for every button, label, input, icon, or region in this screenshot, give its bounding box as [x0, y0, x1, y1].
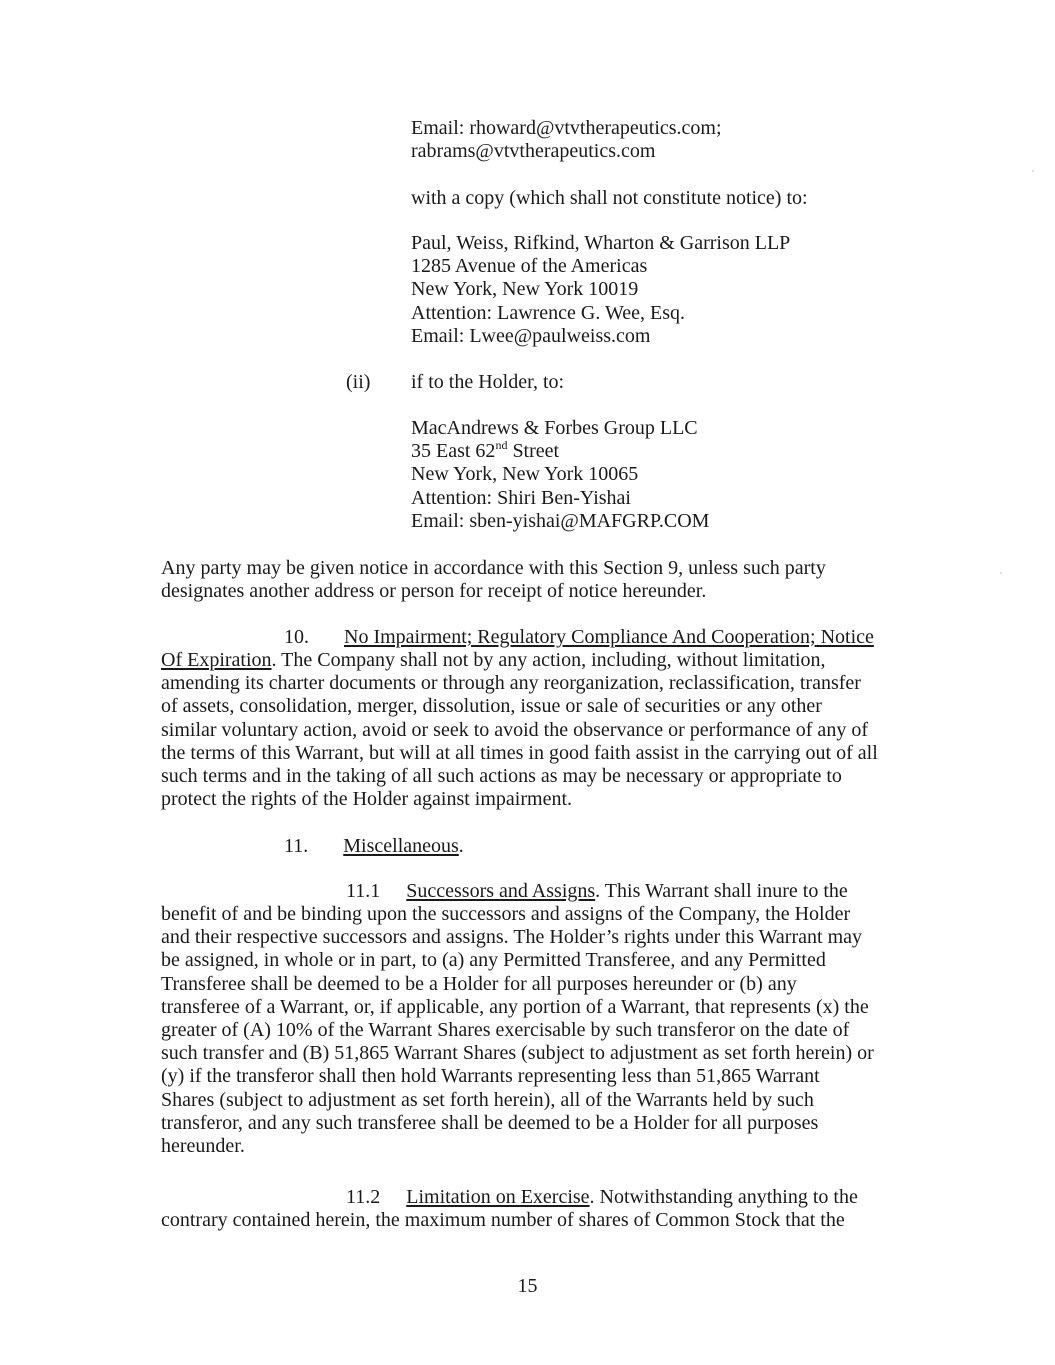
section-number: 11.1: [346, 880, 381, 902]
section-heading: Miscellaneous: [343, 835, 459, 857]
address-line: Email: sben-yishai@MAFGRP.COM: [411, 509, 710, 532]
section-11-heading: 11. Miscellaneous.: [284, 835, 464, 857]
section-10-heading: [284, 626, 924, 649]
section-heading: Successors and Assigns: [406, 880, 596, 902]
section-10-body: Of Expiration. The Company shall not by any action, including, without limitation, amending its charter documents or through any reorganization, reclassification, transfer of assets, consolidation, merger, dissolution, issue or sale of securities or any other similar voluntary action, avoid or seek to avoid the observance or performance of any of the terms of this Warrant, but will at all times in good faith assist in the carrying out of all such terms and in the taking of all such actions as may be necessary or appropriate to protect the rights of the Holder against impairment.: [161, 649, 878, 811]
holder-address: [411, 417, 971, 533]
notice-paragraph: Any party may be given notice in accordance with this Section 9, unless such party designates another address or person for receipt of notice hereunder.: [161, 557, 826, 603]
section-number: 11.: [284, 835, 309, 857]
page-number: 15: [517, 1275, 538, 1297]
address-line: Attention: Shiri Ben-Yishai: [411, 486, 631, 509]
address-line: New York, New York 10065: [411, 463, 639, 486]
section-11-1-body: benefit of and be binding upon the successors and assigns of the Company, the Holder and their respective successors and assigns. The Holder’s rights under this Warrant may be assigned, in whole or in part, to (a) any Permitted Transferee, and any Permitted Transferee shall be deemed to be a Holder for all purposes hereunder or (b) any transferee of a Warrant, or, if applicable, any portion of a Warrant, that represents (x) the greater of (A) 10% of the Warrant Shares exercisable by such transferor on the date of such transfer and (B) 51,865 Warrant Shares (subject to adjustment as set forth herein) or (y) if the transferor shall then hold Warrants representing less than 51,865 Warrant Shares (subject to adjustment as set forth herein), all of the Warrants held by such transferor, and any such transferee shall be deemed to be a Holder for all purposes hereunder.: [161, 903, 874, 1158]
section-heading: Of Expiration: [161, 649, 272, 671]
section-heading: Limitation on Exercise: [406, 1186, 590, 1208]
copy-notice: with a copy (which shall not constitute notice) to:: [411, 187, 808, 209]
company-email-block: [411, 117, 971, 163]
section-number: 10.: [284, 626, 309, 648]
address-line: Email: Lwee@paulweiss.com: [411, 324, 651, 347]
address-line: Attention: Lawrence G. Wee, Esq.: [411, 301, 686, 324]
holder-clause-text: if to the Holder, to:: [411, 371, 565, 393]
address-line: New York, New York 10019: [411, 278, 639, 301]
scan-speck: [1000, 572, 1002, 574]
address-line: Paul, Weiss, Rifkind, Wharton & Garrison LLP: [411, 232, 791, 254]
section-heading: No Impairment; Regulatory Compliance And Cooperation; Notice: [344, 626, 874, 648]
clause-marker: (ii): [346, 371, 371, 393]
section-11-2-body: contrary contained herein, the maximum number of shares of Common Stock that the: [161, 1209, 845, 1231]
company-email-line: rabrams@vtvtherapeutics.com: [411, 140, 656, 163]
company-email-line: Email: rhoward@vtvtherapeutics.com;: [411, 117, 722, 139]
address-line: 1285 Avenue of the Americas: [411, 255, 648, 278]
section-number: 11.2: [346, 1186, 381, 1208]
scan-speck: [1032, 170, 1034, 172]
section-11-1-heading: 11.1 Successors and Assigns. This Warrant shall inure to the: [346, 880, 848, 902]
counsel-address: [411, 232, 971, 348]
section-11-2-heading: 11.2 Limitation on Exercise. Notwithstanding anything to the: [346, 1186, 858, 1208]
address-line: 35 East 62nd Street: [411, 437, 560, 463]
address-line: MacAndrews & Forbes Group LLC: [411, 417, 698, 439]
